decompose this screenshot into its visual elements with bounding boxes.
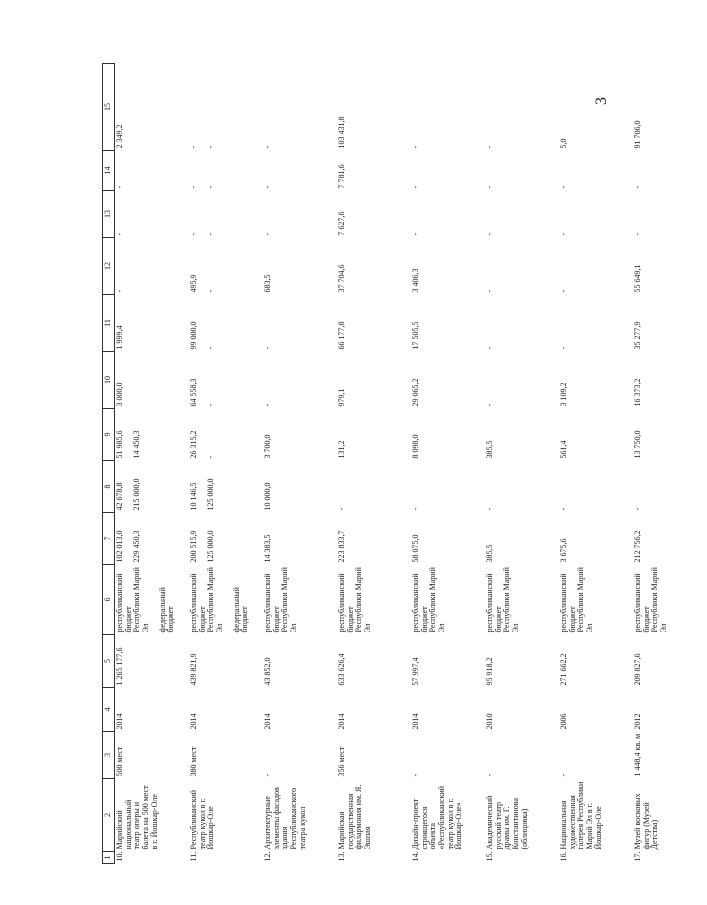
estimated-cost: 439 821,9 [189,653,198,686]
funding-source-value: республиканский бюджет Республики Марий Эл [263,567,298,633]
amount-c11-value: 66 177,8 [337,321,346,350]
estimated-cost: 633 626,4 [337,653,346,686]
column-header: 4 [103,688,115,732]
amount-c11 [115,295,190,352]
table-row [485,64,559,864]
amount-c12-value: - [559,289,568,293]
funding-source [411,565,485,635]
spacer [199,240,207,293]
column-header: 13 [103,191,115,238]
capacity: 380 мест [189,746,198,777]
amount-c9 [115,409,190,461]
amount-c12 [411,238,485,295]
amount-c8-value: 215 000,0 [131,478,141,511]
amount-c11-value: - [559,346,568,350]
amount-c9-value: 26 315,2 [189,430,198,459]
amount-c8-value: - [411,507,420,511]
column-header: 10 [103,352,115,409]
amount-c7-value: 200 515,9 [189,530,198,563]
spacer [125,153,133,189]
capacity: 500 мест [115,746,124,777]
amount-c12 [189,238,263,295]
amount-c11 [263,295,337,352]
amount-c15 [485,64,559,151]
amount-c14 [189,151,263,191]
amount-c11-value: 1 999,4 [115,325,124,350]
amount-c9-value: 131,2 [337,440,346,459]
amount-c15-value: 5,0 [559,138,568,149]
amount-c12-value: - [115,289,124,293]
amount-c11 [337,295,411,352]
amount-c11-value: 17 505,5 [411,321,420,350]
amount-c9-value: 51 985,6 [115,430,124,459]
funding-source-value: республиканский бюджет Республики Марий Эл [189,567,224,633]
amount-c12 [559,238,633,295]
estimated-cost: 1 265 177,6 [115,647,124,686]
amount-c14 [263,151,337,191]
amount-c7 [633,513,707,565]
object-name: Марийская государственная филармония им. Я. Эшпая [337,784,372,850]
amount-c13 [189,191,263,238]
amount-c10 [189,352,263,409]
amount-c10 [485,352,559,409]
amount-c8-value: - [485,507,494,511]
amount-c9 [559,409,633,461]
amount-c13-value: - [263,232,272,236]
spacer [199,297,207,350]
amount-c8-value: 125 000,0 [205,478,215,511]
amount-c13-value: - [115,232,124,236]
funding-source-value: республиканский бюджет Республики Марий Эл [337,567,372,633]
amount-c8 [559,461,633,513]
table-row [337,64,411,864]
amount-c13-value: 7 627,6 [337,211,346,236]
amount-c14 [411,151,485,191]
table-row [411,64,485,864]
object-name: Национальная художественная галерея Республики Марий Эл в г. Йошкар-Оле [559,781,603,850]
amount-c8 [633,461,707,513]
amount-c13-value: - [633,232,642,236]
row-number: 12. [263,851,272,862]
row-number: 16. [559,851,568,862]
amount-c11 [411,295,485,352]
capacity: - [485,773,494,777]
capacity: - [559,773,568,777]
amount-c13-value: - [485,232,494,236]
amount-c8-value: - [337,507,346,511]
amount-c14 [559,151,633,191]
amount-c10 [115,352,190,409]
amount-c12 [263,238,337,295]
amount-c9-value: 13 750,0 [633,430,642,459]
year: 2014 [189,713,198,730]
amount-c13-value: - [559,232,568,236]
amount-c8 [263,461,337,513]
estimated-cost: 57 997,4 [411,657,420,686]
amount-c15 [633,64,707,151]
estimated-cost: 209 827,6 [633,653,642,686]
row-number: 10. [115,851,124,862]
amount-c12 [337,238,411,295]
amount-c10 [411,352,485,409]
column-header: 12 [103,238,115,295]
amount-c14-value: - [205,185,215,189]
amount-c7 [559,513,633,565]
funding-source-value: федеральный бюджет [231,587,250,633]
amount-c9 [411,409,485,461]
spacer [125,354,133,407]
column-header: 2 [103,779,115,852]
amount-c11 [633,295,707,352]
spacer [125,240,133,293]
amount-c7 [337,513,411,565]
capacity: - [263,773,272,777]
year: 2014 [263,713,272,730]
funding-source-value: республиканский бюджет Республики Марий Эл [559,567,594,633]
amount-c9-value: - [205,455,215,459]
column-header: 15 [103,64,115,151]
funding-source-value: республиканский бюджет Республики Марий Эл [633,567,668,633]
column-header: 1 [103,852,115,864]
table-row [559,64,633,864]
amount-c15 [263,64,337,151]
funding-source-value: республиканский бюджет Республики Марий Эл [485,567,520,633]
amount-c8 [189,461,263,513]
amount-c13 [411,191,485,238]
amount-c15 [189,64,263,151]
amount-c13 [263,191,337,238]
column-header: 11 [103,295,115,352]
amount-c11-value: - [205,346,215,350]
amount-c13-value: - [189,232,198,236]
amount-c14 [485,151,559,191]
column-header: 8 [103,461,115,513]
amount-c10-value: - [205,403,215,407]
amount-c12-value: 37 704,6 [337,264,346,293]
amount-c9-value: 3 700,0 [263,434,272,459]
amount-c10-value: 64 558,3 [189,378,198,407]
funding-source [189,565,263,635]
amount-c8-value: - [633,507,642,511]
spacer [125,193,133,236]
amount-c12-value: - [485,289,494,293]
amount-c7-value: 223 833,7 [337,530,346,563]
amount-c8-value: 10 146,5 [189,482,198,511]
amount-c8 [485,461,559,513]
spacer [199,411,207,459]
amount-c14-value: - [633,185,642,189]
amount-c12 [485,238,559,295]
amount-c8-value: 10 000,0 [263,482,272,511]
page-number: 3 [593,97,610,105]
amount-c7 [263,513,337,565]
amount-c14-value: 7 781,6 [337,164,346,189]
row-number: 11. [189,851,198,862]
header-row [103,64,115,864]
table-row [633,64,707,864]
amount-c11-value: - [485,346,494,350]
table-row [263,64,337,864]
estimated-cost: 43 852,0 [263,657,272,686]
amount-c9-value: 8 098,0 [411,434,420,459]
amount-c15-value: - [411,145,420,149]
amount-c7 [189,513,263,565]
capacity: 356 мест [337,746,346,777]
funding-source [263,565,337,635]
amount-c9 [485,409,559,461]
object-name: Дизайн-проект строящегося объекта «Республиканский театр кукол в г. Йошкар-Оле» [411,785,464,850]
object-name: Академический русский театр драмы им. Г. Константинова (облицовка) [485,795,529,850]
amount-c13-value: - [411,232,420,236]
amount-c10-value: - [485,403,494,407]
amount-c12-value: 3 406,3 [411,268,420,293]
amount-c7-value: 125 000,0 [205,530,215,563]
amount-c12 [633,238,707,295]
row-number: 17. [633,851,642,862]
amount-c8 [411,461,485,513]
amount-c12-value: 495,9 [189,274,198,293]
year: 2012 [633,713,642,730]
table-row [189,64,263,864]
column-header: 14 [103,151,115,191]
amount-c15-value: - [205,145,215,149]
amount-c15-value: 91 706,0 [633,120,642,149]
amount-c13 [485,191,559,238]
column-header: 3 [103,732,115,779]
amount-c13-value: - [205,232,215,236]
amount-c11 [189,295,263,352]
amount-c15 [559,64,633,151]
column-header: 5 [103,635,115,688]
amount-c9 [337,409,411,461]
amount-c12-value: 683,5 [263,274,272,293]
year: 2014 [337,713,346,730]
rotated-table-container [102,64,668,864]
object-name: Республиканский театр кукол в г. Йошкар-Оле [189,789,216,850]
amount-c14-value: - [559,185,568,189]
amount-c8 [337,461,411,513]
amount-c13 [559,191,633,238]
amount-c10-value: - [263,403,272,407]
year: 2010 [485,713,494,730]
amount-c14 [337,151,411,191]
amount-c9-value: 385,5 [485,440,494,459]
amount-c11-value: - [263,346,272,350]
estimated-cost: 95 918,2 [485,657,494,686]
capacity: 1 448,4 кв. м [633,733,642,777]
investment-table [102,63,707,864]
amount-c7-value: 14 383,5 [263,534,272,563]
amount-c7-value: 3 675,6 [559,538,568,563]
table-row [115,64,190,864]
amount-c10-value: 16 373,2 [633,378,642,407]
amount-c7-value: 229 450,3 [131,530,141,563]
year: 2014 [411,713,420,730]
amount-c12 [115,238,190,295]
amount-c15 [115,64,190,151]
amount-c10 [559,352,633,409]
amount-c8 [115,461,190,513]
amount-c15 [411,64,485,151]
amount-c10 [633,352,707,409]
table-body [115,64,707,864]
amount-c15-value: - [263,145,272,149]
amount-c10 [263,352,337,409]
amount-c14-value: - [485,185,494,189]
funding-source [337,565,411,635]
spacer [199,354,207,407]
amount-c15-value: 103 431,8 [337,116,346,149]
object-name: Марийский национальный театр оперы и балета на 500 мест в г. Йошкар-Оле [115,785,159,850]
column-header: 7 [103,513,115,565]
funding-source-value: республиканский бюджет Республики Марий Эл [411,567,446,633]
year: 2014 [115,713,124,730]
funding-source [485,565,559,635]
amount-c10-value: 979,1 [337,388,346,407]
amount-c15 [337,64,411,151]
amount-c8-value: 42 678,8 [115,482,124,511]
funding-source [115,565,190,635]
amount-c8-value: - [559,507,568,511]
amount-c11 [485,295,559,352]
amount-c11-value: 35 277,9 [633,321,642,350]
amount-c11 [559,295,633,352]
spacer [199,66,207,149]
funding-source [633,565,707,635]
amount-c13 [115,191,190,238]
spacer [199,153,207,189]
column-header: 9 [103,409,115,461]
amount-c13 [633,191,707,238]
amount-c7 [411,513,485,565]
year: 2006 [559,713,568,730]
spacer [125,66,133,149]
amount-c11-value: 99 000,0 [189,321,198,350]
amount-c12-value: - [205,289,215,293]
amount-c10 [337,352,411,409]
funding-source [559,565,633,635]
amount-c14-value: - [263,185,272,189]
amount-c10-value: 29 065,2 [411,378,420,407]
amount-c15-value: 2 349,2 [115,124,124,149]
amount-c7 [115,513,190,565]
amount-c7-value: 102 013,0 [115,530,124,563]
amount-c10-value: 3 109,2 [559,382,568,407]
amount-c15-value: - [189,145,198,149]
row-number: 15. [485,851,494,862]
amount-c15-value: - [485,145,494,149]
amount-c7-value: 58 075,0 [411,534,420,563]
object-name: Музей восковых фигур (Музей Детства) [633,793,660,850]
row-number: 14. [411,851,420,862]
amount-c9-value: 561,4 [559,440,568,459]
amount-c14 [115,151,190,191]
amount-c13 [337,191,411,238]
funding-source-value: федеральный бюджет [157,587,176,633]
amount-c14-value: - [189,185,198,189]
amount-c9 [189,409,263,461]
amount-c9 [263,409,337,461]
capacity: - [411,773,420,777]
funding-source-value: республиканский бюджет Республики Марий Эл [115,567,150,633]
row-number: 13. [337,851,346,862]
amount-c14 [633,151,707,191]
amount-c14-value: - [115,185,124,189]
estimated-cost: 271 662,2 [559,653,568,686]
spacer [125,297,133,350]
amount-c12-value: 55 649,1 [633,264,642,293]
amount-c9 [633,409,707,461]
amount-c7-value: 385,5 [485,544,494,563]
object-name: Архитектурные элементы фасадов здания Республиканского театра кукол [263,787,307,850]
spacer [199,193,207,236]
amount-c10-value: 3 000,0 [115,382,124,407]
amount-c14-value: - [411,185,420,189]
amount-c9-value: 14 450,3 [131,430,141,459]
amount-c7-value: 212 756,2 [633,530,642,563]
column-header: 6 [103,565,115,635]
amount-c7 [485,513,559,565]
